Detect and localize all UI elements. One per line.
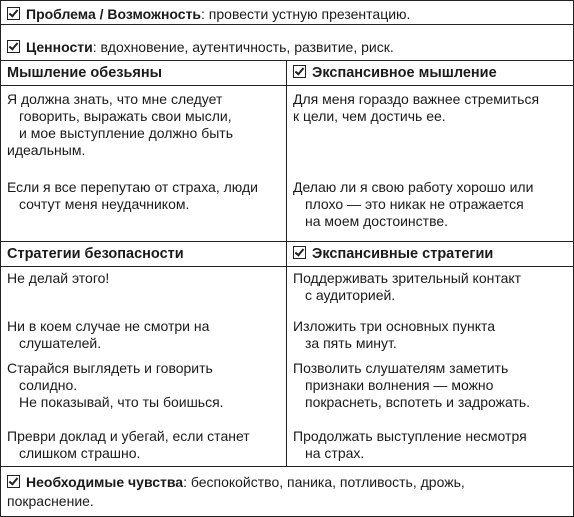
checkbox-icon bbox=[7, 475, 20, 488]
feelings-label: Необходимые чувства bbox=[26, 474, 184, 490]
list-item: Старайся выглядеть и говорить солидно. Не показывай, что ты боишься. bbox=[7, 360, 224, 410]
monkey-mind-title: Мышление обезьяны bbox=[1, 61, 286, 86]
problem-text: : провести устную презентацию. bbox=[201, 6, 411, 22]
values-text: : вдохновение, аутентичность, развитие, риск. bbox=[92, 39, 394, 55]
list-item: Для меня гораздо важнее стремиться к цели, чем достичь ее. bbox=[293, 91, 540, 124]
list-item: Преври доклад и убегай, если станет слишком страшно. bbox=[7, 428, 250, 461]
checkbox-icon bbox=[7, 7, 20, 20]
feelings-text: : беспокойство, паника, потливость, дрожь, bbox=[183, 474, 465, 490]
problem-label: Проблема / Возможность bbox=[26, 6, 202, 22]
safety-strategies-title: Стратегии безопасности bbox=[1, 242, 286, 267]
list-item: Ни в коем случае не смотри на слушателей. bbox=[7, 318, 210, 351]
mindset-section bbox=[1, 61, 573, 242]
strategies-section bbox=[1, 242, 573, 467]
list-item: Я должна знать, что мне следует говорить, выражать свои мысли, и мое выступление должно быть идеальным. bbox=[7, 91, 234, 158]
feelings-row bbox=[1, 467, 573, 516]
expansive-strategies-column bbox=[287, 242, 573, 466]
list-item: Если я все перепутаю от страха, люди сочтут меня неудачником. bbox=[7, 179, 258, 212]
values-label: Ценности bbox=[26, 39, 93, 55]
checkbox-icon bbox=[7, 40, 20, 53]
list-item: Не делай этого! bbox=[7, 270, 110, 286]
list-item: Делаю ли я свою работу хорошо или плохо — это никак не отражается на моем достоинстве. bbox=[293, 179, 534, 229]
checkbox-icon bbox=[293, 246, 306, 259]
expansive-mind-title: Экспансивное мышление bbox=[287, 61, 573, 86]
checkbox-icon bbox=[293, 65, 306, 78]
list-item: Поддерживать зрительный контакт с аудиторией. bbox=[293, 270, 522, 303]
values-row bbox=[1, 35, 573, 61]
problem-row bbox=[1, 1, 573, 25]
list-item: Позволить слушателям заметить признаки волнения — можно покраснеть, вспотеть и задрожать. bbox=[293, 360, 531, 410]
safety-strategies-column bbox=[1, 242, 287, 466]
monkey-mind-column bbox=[1, 61, 287, 241]
expansive-mind-column bbox=[287, 61, 573, 241]
list-item: Продолжать выступление несмотря на страх. bbox=[293, 428, 527, 461]
feelings-text-continued: покраснение. bbox=[7, 493, 94, 509]
list-item: Изложить три основных пункта за пять минут. bbox=[293, 318, 496, 351]
expansive-strategies-title: Экспансивные стратегии bbox=[287, 242, 573, 267]
